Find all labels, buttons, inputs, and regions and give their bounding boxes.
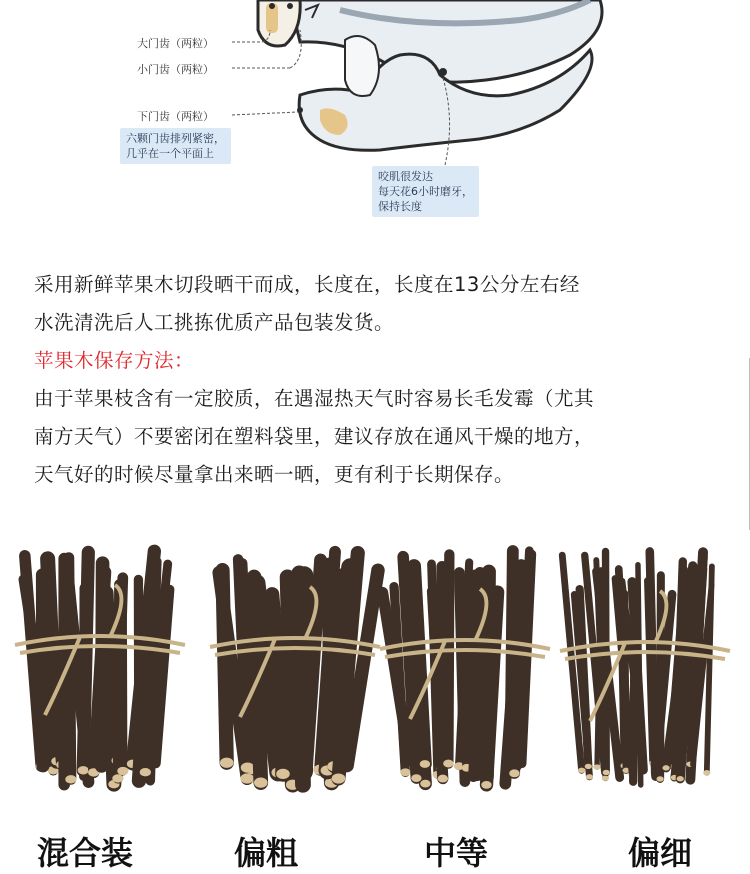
stick-cut-end: [241, 763, 255, 773]
note-masseter-line2: 每天花6小时磨牙，: [378, 184, 473, 199]
stick-cut-end: [602, 776, 609, 781]
storage-line-3: 天气好的时候尽量拿出来晒一晒，更有利于长期保存。: [34, 456, 724, 494]
stick: [448, 554, 449, 763]
stick-cut-end: [240, 773, 254, 783]
bundle-photos: [0, 530, 750, 830]
description-text: [34, 266, 724, 494]
note-masseter: [372, 166, 479, 217]
note-incisors-line2: 几乎在一个平面上: [126, 146, 225, 161]
stick-cut-end: [112, 774, 123, 782]
stick-cut-end: [438, 775, 448, 783]
note-incisors: [120, 128, 231, 164]
stick-cut-end: [332, 773, 346, 783]
stick-cut-end: [65, 775, 76, 783]
stick: [83, 552, 88, 770]
stick-cut-end: [276, 769, 290, 779]
stick-cut-end: [586, 774, 593, 779]
stick-cut-end: [603, 770, 610, 775]
stick: [283, 599, 289, 774]
stick-cut-end: [509, 769, 519, 777]
stick-cut-end: [443, 760, 453, 768]
bundle-label-thick: 偏粗: [234, 828, 298, 874]
stick-cut-end: [662, 765, 669, 770]
intro-line-2: 水洗清洗后人工挑拣优质产品包装发货。: [34, 304, 724, 342]
stick-cut-end: [78, 766, 89, 774]
stick-bundle-medium: [380, 551, 550, 789]
stick-cut-end: [677, 776, 684, 781]
note-masseter-line3: 保持长度: [378, 199, 473, 214]
stick: [650, 551, 655, 774]
bundle-label-thin: 偏细: [628, 828, 692, 874]
stick-cut-end: [578, 768, 585, 773]
stick-cut-end: [220, 758, 234, 768]
skull-diagram: [0, 0, 750, 225]
stick-cut-end: [585, 764, 592, 769]
stick-bundle-thin: [560, 551, 730, 785]
stick-cut-end: [411, 774, 421, 782]
bundle-label-mixed: 混合装: [37, 828, 133, 874]
stick-bundle-thick: [210, 552, 380, 790]
stick-cut-end: [481, 781, 491, 789]
bundle-gallery: [0, 530, 750, 858]
stick-cut-end: [593, 764, 600, 769]
note-incisors-line1: 六颗门齿排列紧密，: [126, 131, 225, 146]
stick-cut-end: [254, 778, 268, 788]
label-upper-incisors: 大门齿（两粒）: [137, 35, 214, 51]
stick-cut-end: [657, 776, 664, 781]
storage-line-1: 由于苹果枝含有一定胶质，在遇湿热天气时容易长毛发霉（尤其: [34, 380, 724, 418]
label-small-incisors: 小门齿（两粒）: [137, 61, 214, 77]
note-masseter-line1: 咬肌很发达: [378, 169, 473, 184]
label-lower-incisors: 下门齿（两粒）: [137, 108, 214, 124]
storage-heading: 苹果木保存方法：: [34, 342, 724, 380]
stick-cut-end: [400, 768, 410, 776]
stick-bundle-mixed: [15, 551, 185, 788]
stick-cut-end: [420, 760, 430, 768]
storage-line-2: 南方天气）不要密闭在塑料袋里，建议存放在通风干燥的地方，: [34, 418, 724, 456]
bundle-label-medium: 中等: [424, 828, 488, 874]
stick-cut-end: [140, 768, 151, 776]
stick: [633, 587, 635, 781]
stick-cut-end: [703, 770, 710, 775]
stick-cut-end: [420, 780, 430, 788]
stick-cut-end: [117, 767, 128, 775]
stick: [638, 565, 641, 785]
stick: [660, 575, 661, 779]
intro-line-1: 采用新鲜苹果木切段晒干而成，长度在，长度在13公分左右经: [34, 266, 724, 304]
